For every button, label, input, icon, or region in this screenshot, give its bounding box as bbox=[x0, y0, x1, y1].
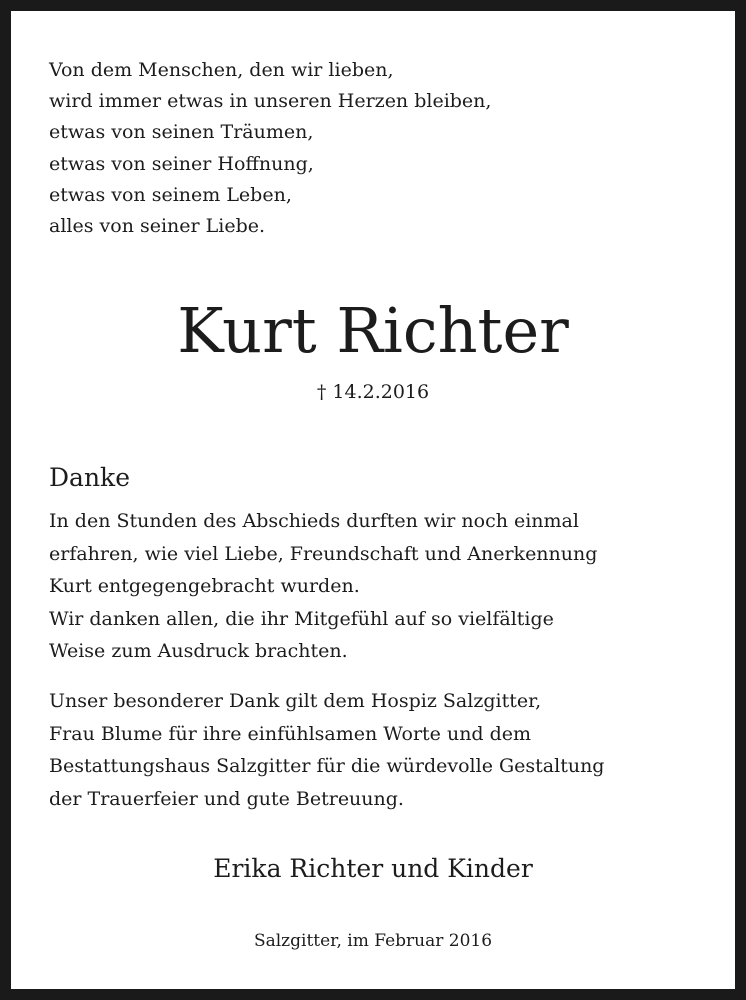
paragraph-line: der Trauerfeier und gute Betreuung. bbox=[49, 787, 404, 810]
family-signature: Erika Richter und Kinder bbox=[213, 854, 533, 883]
thanks-paragraph-1 bbox=[49, 505, 719, 668]
death-date: † 14.2.2016 bbox=[316, 381, 430, 403]
place-and-date: Salzgitter, im Februar 2016 bbox=[253, 931, 493, 951]
paragraph-line: Unser besonderer Dank gilt dem Hospiz Salzgitter, bbox=[49, 690, 542, 712]
poem-line: etwas von seinen Träumen, bbox=[49, 121, 314, 144]
poem-line: wird immer etwas in unseren Herzen bleiben, bbox=[49, 90, 492, 113]
memorial-poem bbox=[49, 55, 709, 242]
paragraph-line: Kurt entgegengebracht wurden. bbox=[49, 575, 360, 598]
paragraph-line: Wir danken allen, die ihr Mitgefühl auf so vielfältige bbox=[49, 607, 554, 630]
paragraph-line: In den Stunden des Abschieds durften wir noch einmal bbox=[49, 510, 579, 532]
thanks-paragraph-2 bbox=[49, 685, 719, 815]
paragraph-line: Weise zum Ausdruck brachten. bbox=[49, 640, 348, 663]
paragraph-line: Frau Blume für ihre einfühlsamen Worte und dem bbox=[49, 722, 532, 745]
thanks-heading: Danke bbox=[49, 463, 130, 492]
poem-line: Von dem Menschen, den wir lieben, bbox=[49, 59, 394, 81]
poem-line: etwas von seiner Hoffnung, bbox=[49, 152, 314, 175]
poem-line: etwas von seinem Leben, bbox=[49, 183, 292, 206]
deceased-name: Kurt Richter bbox=[177, 294, 569, 367]
poem-line: alles von seiner Liebe. bbox=[49, 215, 266, 238]
paragraph-line: Bestattungshaus Salzgitter für die würdevolle Gestaltung bbox=[49, 755, 605, 778]
paragraph-line: erfahren, wie viel Liebe, Freundschaft und Anerkennung bbox=[49, 542, 598, 565]
